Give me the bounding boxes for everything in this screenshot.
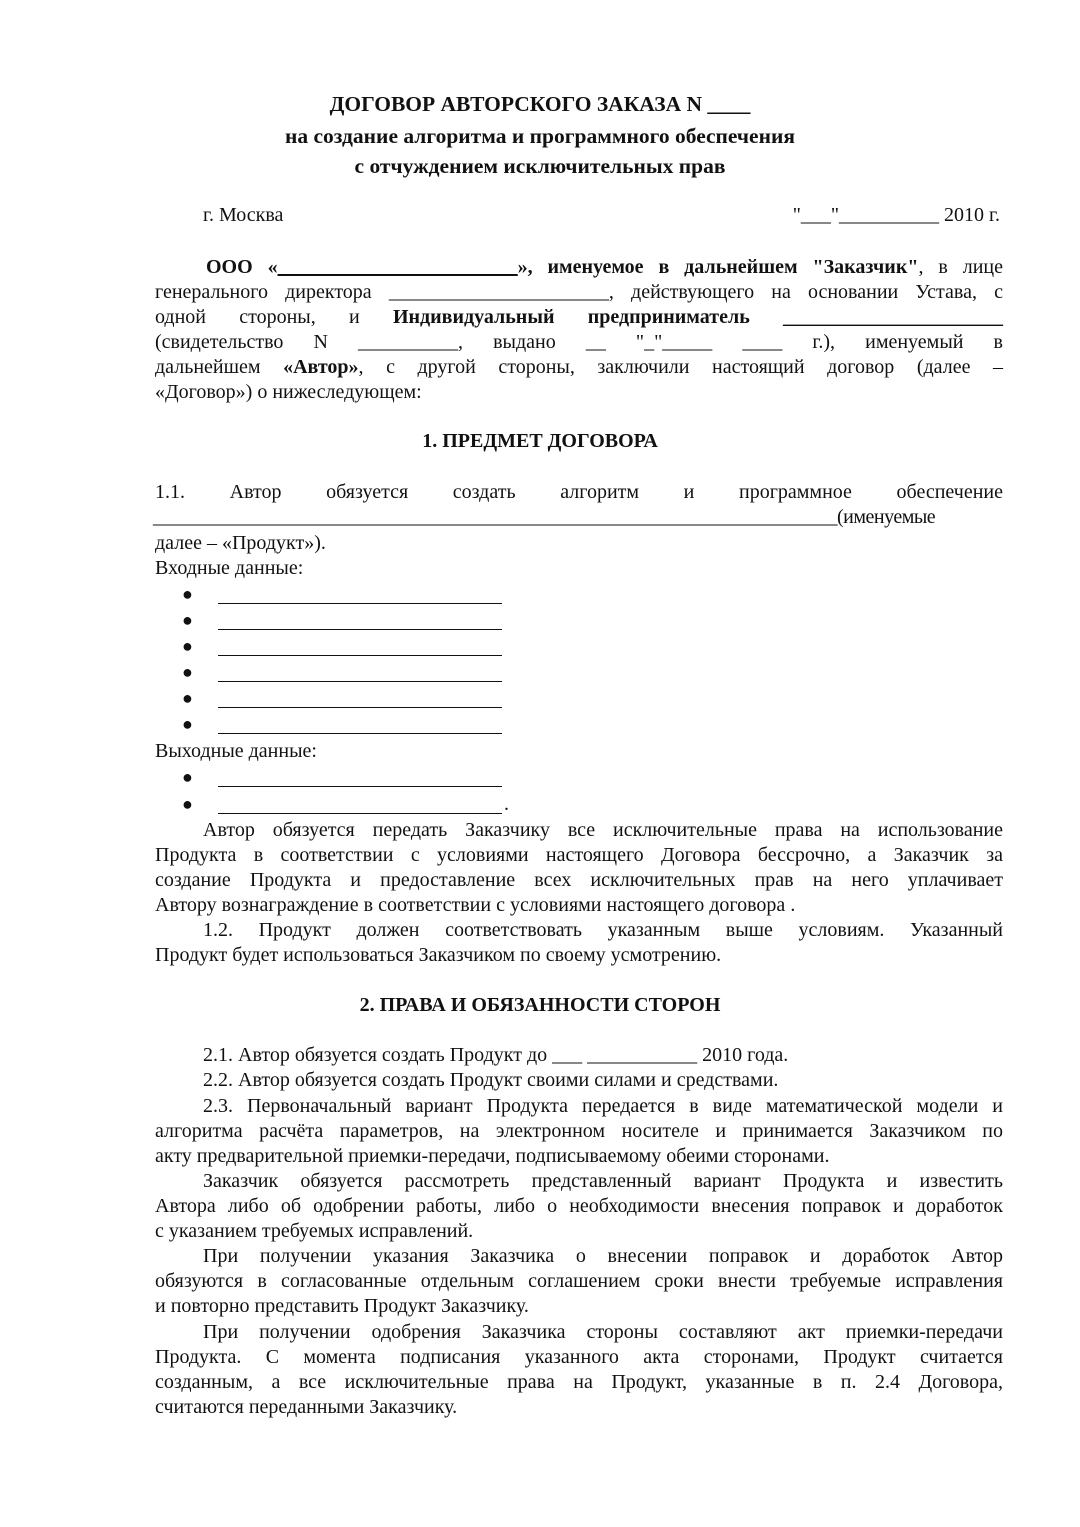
- bullet-icon: ●: [182, 662, 193, 682]
- preamble-line-4: (свидетельство N __________, выдано __ "_"_____ ____ г.), именуемый в: [155, 331, 1003, 353]
- transfer-line-1: Автор обязуется передать Заказчику все исключительные права на использование: [203, 819, 1003, 841]
- section-2-heading: 2. ПРАВА И ОБЯЗАННОСТИ СТОРОН: [359, 994, 721, 1016]
- customer-term: "Заказчик": [812, 256, 919, 278]
- output-item: [182, 765, 522, 790]
- input-blank: [218, 681, 502, 682]
- output-blank: [218, 813, 502, 814]
- approval-line-3: созданным, а все исключительные права на Продукт, указанные в п. 2.4 Договора,: [155, 1371, 1003, 1393]
- input-blank: [218, 603, 502, 604]
- entrepreneur-term: Индивидуальный предприниматель ______________________: [392, 306, 1004, 328]
- date: "___"__________ 2010 г.: [792, 204, 1000, 226]
- output-data-label: Выходные данные:: [155, 740, 317, 762]
- clause-1-1-line-2: ________________________________________________________________________(именуемые: [153, 506, 936, 528]
- corrections-line-3: и повторно представить Продукт Заказчику.: [155, 1295, 529, 1317]
- preamble-line-2: генерального директора ______________________, действующего на основании Устава, с: [155, 281, 1003, 303]
- input-item: [182, 660, 522, 685]
- bullet-icon: ●: [182, 714, 193, 734]
- bullet-icon: ●: [182, 688, 193, 708]
- clause-2-3-line-3: акту предварительной приемки-передачи, подписываемому обеими сторонами.: [155, 1145, 830, 1167]
- review-line-2: Автора либо об одобрении работы, либо о необходимости внесения поправок и доработок: [155, 1195, 1003, 1217]
- input-item: [182, 712, 522, 737]
- clause-1-2-line-1: 1.2. Продукт должен соответствовать указанным выше условиям. Указанный: [203, 919, 1003, 941]
- clause-2-1: 2.1. Автор обязуется создать Продукт до ___ ___________ 2010 года.: [203, 1044, 789, 1066]
- clause-1-2-line-2: Продукт будет использоваться Заказчиком по своему усмотрению.: [155, 944, 722, 966]
- approval-line-2: Продукта. С момента подписания указанного акта сторонами, Продукт считается: [155, 1346, 1003, 1368]
- review-line-1: Заказчик обязуется рассмотреть представленный вариант Продукта и известить: [203, 1170, 1003, 1192]
- input-item: [182, 634, 522, 659]
- clause-1-1-line-1: 1.1. Автор обязуется создать алгоритм и программное обеспечение: [155, 481, 1003, 503]
- corrections-line-2: обязуются в согласованные отдельным соглашением сроки внести требуемые исправления: [155, 1270, 1003, 1292]
- org-name-blank: ________________________: [277, 256, 518, 278]
- org-close: », именуемое в дальнейшем: [517, 256, 813, 278]
- preamble-tail-5: , с другой стороны, заключили настоящий договор (далее –: [358, 356, 1003, 378]
- bullet-icon: ●: [182, 767, 193, 787]
- bullet-icon: ●: [182, 584, 193, 604]
- transfer-line-4: Автору вознаграждение в соответствии с условиями настоящего договора .: [155, 894, 796, 916]
- input-blank: [218, 733, 502, 734]
- preamble-line-6: «Договор») о нижеследующем:: [155, 381, 422, 403]
- preamble-line-5: [155, 355, 1003, 380]
- preamble-further: дальнейшем: [155, 356, 284, 378]
- preamble-tail-1: , в лице: [918, 256, 1003, 278]
- document-subtitle-1: на создание алгоритма и программного обеспечения: [284, 124, 796, 148]
- clause-1-1-line-3: далее – «Продукт»).: [155, 532, 326, 554]
- bullet-icon: ●: [182, 610, 193, 630]
- section-1-heading: 1. ПРЕДМЕТ ДОГОВОРА: [422, 430, 658, 452]
- output-item: [182, 792, 522, 817]
- clause-2-3-line-1: 2.3. Первоначальный вариант Продукта передается в виде математической модели и: [203, 1095, 1003, 1117]
- transfer-line-2: Продукта в соответствии с условиями настоящего Договора бессрочно, а Заказчик за: [155, 844, 1003, 866]
- approval-line-1: При получении одобрения Заказчика стороны составляют акт приемки-передачи: [203, 1321, 1003, 1343]
- transfer-line-3: создание Продукта и предоставление всех исключительных прав на него уплачивает: [155, 869, 1003, 891]
- bullet-icon: ●: [182, 636, 193, 656]
- document-subtitle-2: с отчуждением исключительных прав: [354, 154, 726, 178]
- org-prefix: ООО «: [206, 256, 278, 278]
- input-item: [182, 608, 522, 633]
- output-blank: [218, 786, 502, 787]
- input-item: [182, 686, 522, 711]
- preamble-party: одной стороны, и: [155, 306, 393, 328]
- document-title: ДОГОВОР АВТОРСКОГО ЗАКАЗА N ____: [329, 92, 751, 116]
- review-line-3: с указанием требуемых исправлений.: [155, 1220, 474, 1242]
- output-item-period: .: [504, 793, 509, 815]
- corrections-line-1: При получении указания Заказчика о внесении поправок и доработок Автор: [203, 1245, 1003, 1267]
- place: г. Москва: [203, 204, 284, 226]
- clause-2-3-line-2: алгоритма расчёта параметров, на электронном носителе и принимается Заказчиком по: [155, 1120, 1003, 1142]
- input-blank: [218, 629, 502, 630]
- input-item: [182, 582, 522, 607]
- input-blank: [218, 655, 502, 656]
- preamble-line-1: [206, 255, 1003, 280]
- input-data-label: Входные данные:: [155, 557, 304, 579]
- input-blank: [218, 707, 502, 708]
- author-term: «Автор»: [283, 356, 359, 378]
- preamble-line-3: [155, 305, 1003, 330]
- approval-line-4: считаются переданными Заказчику.: [155, 1396, 458, 1418]
- clause-2-2: 2.2. Автор обязуется создать Продукт своими силами и средствами.: [203, 1069, 779, 1091]
- bullet-icon: ●: [182, 794, 193, 814]
